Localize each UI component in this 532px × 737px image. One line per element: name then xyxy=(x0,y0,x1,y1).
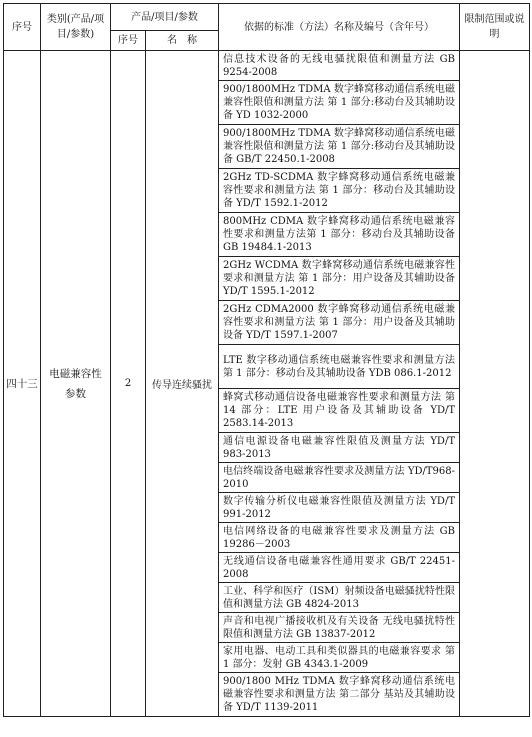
standard-row: 2GHz WCDMA 数字蜂窝移动通信系统电磁兼容性要求和测量方法 第 1 部分：用户设备及其辅助设备 YD/T 1595.1-2012 xyxy=(219,257,460,301)
standard-row: 2GHz TD-SCDMA 数字蜂窝移动通信系统电磁兼容性要求和测量方法 第 1 部分：移动台及其辅助设备 YD/T 1592.1-2012 xyxy=(219,169,460,213)
header-sub-seq: 序号 xyxy=(111,31,146,51)
standards-table xyxy=(3,3,530,717)
group-category-cell: 电磁兼容性参数 xyxy=(41,51,111,717)
standard-row: 蜂窝式移动通信设备电磁兼容性要求和测量方法 第 14 部分：LTE 用户设备及其辅助设备 YD/T 2583.14-2013 xyxy=(219,389,460,433)
standard-row: 900/1800MHz TDMA 数字蜂窝移动通信系统电磁兼容性限值和测量方法 第 1 部分:移动台及其辅助设备 YD 1032-2000 xyxy=(219,81,460,125)
standard-row: 900/1800MHz TDMA 数字蜂窝移动通信系统电磁兼容性限值和测量方法 第 1 部分:移动台及其辅助设备 GB/T 22450.1-2008 xyxy=(219,125,460,169)
header-standard: 依据的标准（方法）名称及编号（含年号） xyxy=(219,4,460,51)
standard-row: 800MHz CDMA 数字蜂窝移动通信系统电磁兼容性要求和测量方法第 1 部分：移动台及其辅助设备 GB 19484.1-2013 xyxy=(219,213,460,257)
group-name-cell: 传导连续骚扰 xyxy=(146,51,219,717)
standard-row: 数字传输分析仪电磁兼容性限值及测量方法 YD/T 991-2012 xyxy=(219,493,460,523)
standard-row: 工业、科学和医疗（ISM）射频设备电磁骚扰特性限值和测量方法 GB 4824-2013 xyxy=(219,583,460,613)
limit-cell xyxy=(460,51,530,717)
header-category: 类别(产品/项目/参数) xyxy=(41,4,111,51)
header-seq: 序号 xyxy=(4,4,41,51)
header-limit: 限制范围或说明 xyxy=(460,4,530,51)
standard-row: 2GHz CDMA2000 数字蜂窝移动通信系统电磁兼容性要求和测量方法 第 1 部分：用户设备及其辅助设备 YD/T 1597.1-2007 xyxy=(219,301,460,345)
standard-row: 电信网络设备的电磁兼容性要求及测量方法 GB 19286－2003 xyxy=(219,523,460,553)
group-seq-cell: 四十三 xyxy=(4,51,41,717)
standard-row: 声音和电视广播接收机及有关设备 无线电骚扰特性 限值和测量方法 GB 13837-2012 xyxy=(219,613,460,643)
standard-row: LTE 数字移动通信系统电磁兼容性要求和测量方法 第 1 部分：移动台及其辅助设备 YDB 086.1-2012 xyxy=(219,345,460,389)
standard-row: 信息技术设备的无线电骚扰限值和测量方法 GB 9254-2008 xyxy=(219,51,460,81)
header-product-item-param: 产品/项目/参数 xyxy=(111,4,219,31)
standard-row: 无线通信设备电磁兼容性通用要求 GB/T 22451-2008 xyxy=(219,553,460,583)
standard-row: 家用电器、电动工具和类似器具的电磁兼容要求 第 1 部分：发射 GB 4343.1-2009 xyxy=(219,643,460,673)
standard-row: 900/1800 MHz TDMA 数字蜂窝移动通信系统电磁兼容性要求和测量方法 第二部分 基站及其辅助设备 YD/T 1139-2011 xyxy=(219,673,460,717)
standard-row: 电信终端设备电磁兼容性要求及测量方法 YD/T968-2010 xyxy=(219,463,460,493)
standard-row: 通信电源设备电磁兼容性限值及测量方法 YD/T 983-2013 xyxy=(219,433,460,463)
group-sub-seq-cell: 2 xyxy=(111,51,146,717)
header-name: 名 称 xyxy=(146,31,219,51)
